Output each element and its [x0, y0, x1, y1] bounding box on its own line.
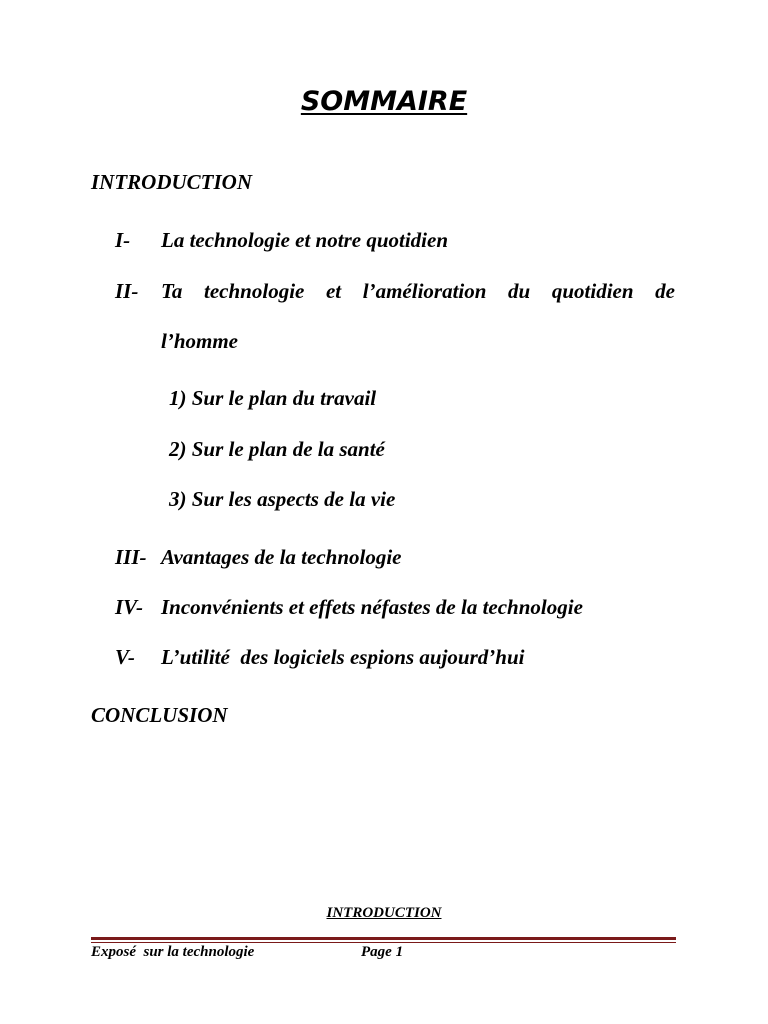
- introduction-heading: INTRODUCTION: [91, 170, 253, 194]
- toc-numeral: III-: [115, 545, 147, 569]
- toc-entry-text: L’utilité des logiciels espions aujourd’hui: [161, 645, 525, 669]
- toc-entry-text: Avantages de la technologie: [161, 545, 402, 569]
- toc-numeral: V-: [115, 645, 135, 669]
- footer-rule-thin: [91, 942, 676, 943]
- footer-next-heading: INTRODUCTION: [326, 905, 442, 921]
- footer-document-name: Exposé sur la technologie: [91, 944, 255, 960]
- toc-subentry-text: 1) Sur le plan du travail: [169, 386, 377, 410]
- toc-numeral: IV-: [115, 595, 144, 619]
- page-title: SOMMAIRE: [300, 86, 468, 117]
- footer-page-number: Page 1: [361, 944, 404, 960]
- toc-entry-text: La technologie et notre quotidien: [161, 228, 448, 252]
- toc-entry-text: Inconvénients et effets néfastes de la technologie: [161, 595, 583, 619]
- toc-entry-2-continuation: l’homme: [161, 329, 238, 353]
- toc-subentry-text: 2) Sur le plan de la santé: [169, 437, 385, 461]
- conclusion-heading: CONCLUSION: [91, 703, 228, 727]
- toc-subentry-text: 3) Sur les aspects de la vie: [169, 487, 396, 511]
- footer-rule-thick: [91, 937, 676, 940]
- toc-numeral: II-: [115, 279, 139, 303]
- toc-entry-text: Ta technologie et l’amélioration du quotidien de: [161, 279, 675, 303]
- toc-numeral: I-: [115, 228, 131, 252]
